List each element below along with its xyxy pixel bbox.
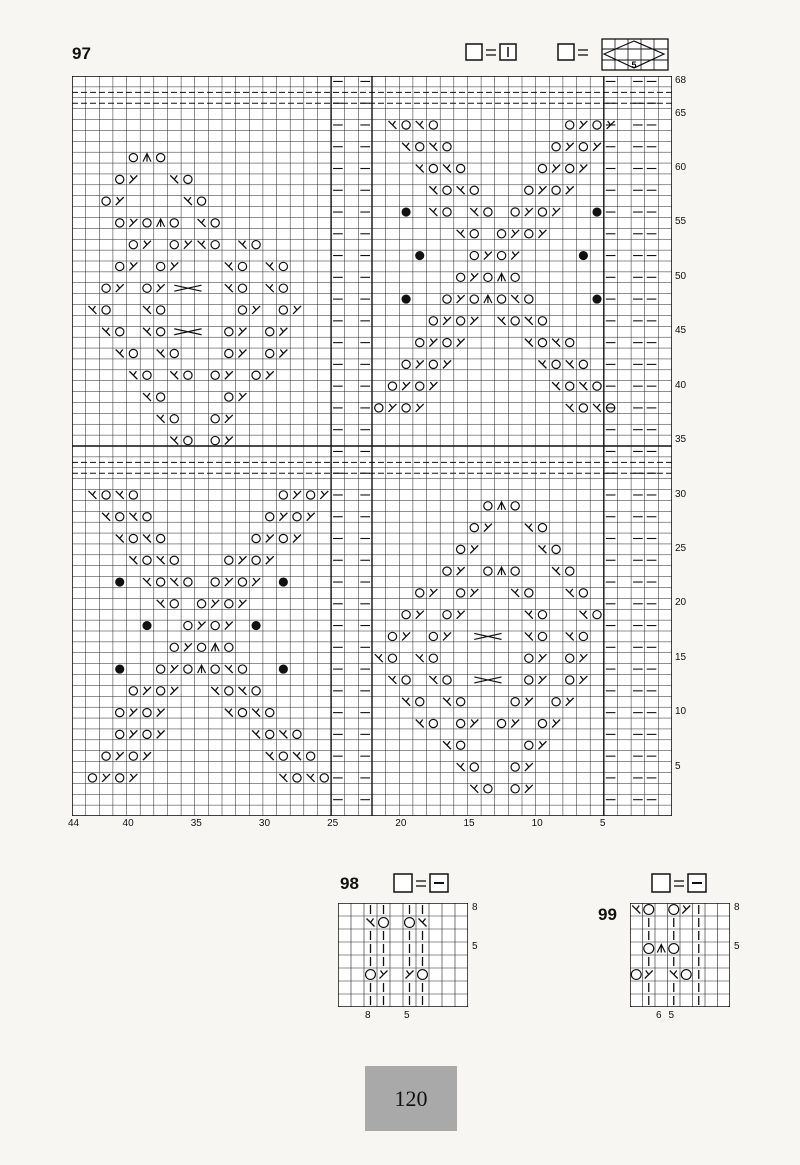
- bobble-dot-icon: [402, 295, 411, 304]
- row-label: 8: [472, 902, 478, 913]
- row-label: 10: [675, 706, 687, 718]
- chart-99-grid: [630, 903, 730, 1007]
- col-label: 6: [656, 1010, 662, 1021]
- bobble-dot-icon: [279, 665, 288, 674]
- col-label: 5: [599, 818, 606, 829]
- page-number: 120: [394, 1085, 428, 1111]
- bobble-dot-icon: [115, 577, 124, 586]
- row-label: 30: [675, 488, 687, 500]
- col-label: 40: [122, 818, 134, 829]
- bobble-dot-icon: [142, 621, 151, 630]
- repeat-label: 5: [631, 60, 637, 70]
- row-label: 8: [734, 902, 740, 913]
- bobble-dot-icon: [415, 251, 424, 260]
- bobble-dot-icon: [279, 577, 288, 586]
- row-label: 25: [675, 542, 687, 554]
- row-label: 50: [675, 270, 687, 282]
- row-label: 65: [675, 107, 687, 119]
- col-label: 20: [395, 818, 407, 829]
- row-label: 40: [675, 379, 687, 391]
- row-label: 60: [675, 162, 687, 174]
- chart-97-number: 97: [72, 44, 91, 63]
- col-label: 30: [258, 818, 271, 829]
- col-label: 5: [668, 1010, 675, 1021]
- col-label: 8: [365, 1010, 371, 1021]
- col-label: 15: [463, 818, 475, 829]
- chart-99-legend: [650, 870, 730, 896]
- row-label: 35: [675, 434, 687, 446]
- bobble-dot-icon: [252, 621, 261, 630]
- chart-97-grid: [72, 76, 672, 816]
- cable-cross-icon: [602, 39, 668, 70]
- bobble-dot-icon: [402, 207, 411, 216]
- col-label: 10: [531, 818, 543, 829]
- row-label: 15: [675, 651, 687, 663]
- col-label: 35: [190, 818, 202, 829]
- bobble-dot-icon: [592, 207, 601, 216]
- chart-99-number: 99: [598, 905, 617, 924]
- col-label: 5: [404, 1010, 410, 1021]
- bobble-dot-icon: [579, 251, 588, 260]
- row-label: 55: [675, 216, 687, 228]
- col-label: 44: [68, 818, 80, 829]
- bobble-dot-icon: [115, 665, 124, 674]
- bobble-dot-icon: [592, 295, 601, 304]
- row-label: 5: [675, 760, 681, 772]
- col-label: 25: [327, 818, 339, 829]
- row-label: 5: [472, 941, 478, 952]
- row-label: 20: [675, 597, 687, 609]
- row-label: 45: [675, 325, 687, 337]
- row-label: 5: [734, 941, 740, 952]
- chart-98-legend: [392, 870, 472, 896]
- page-number-box: [365, 1066, 457, 1131]
- chart-98-number: 98: [340, 874, 359, 893]
- chart-98-grid: [338, 903, 468, 1007]
- chart-97-legend: [462, 36, 674, 74]
- row-label: 68: [675, 75, 687, 86]
